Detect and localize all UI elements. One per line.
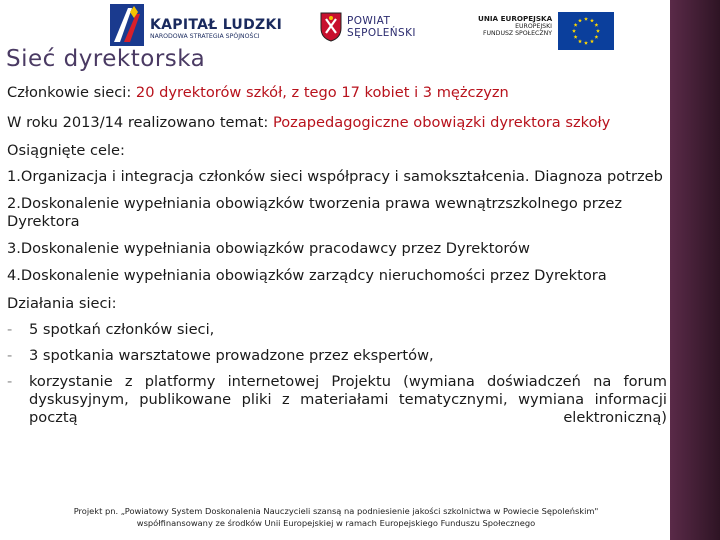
eu-line3: FUNDUSZ SPOŁECZNY (482, 30, 552, 37)
action-text: korzystanie z platformy internetowej Projektu (wymiana doświadczeń na forum dyskusyjnym, publikowane pliki z materiałami tematycznymi, wymiana informacji pocztą elektroniczną) (29, 373, 667, 426)
footer-line1: Projekt pn. „Powiatowy System Doskonalenia Nauczycieli szansą na podniesienie jakości szkolnictwa w Powiecie Sępoleńskim" (73, 506, 599, 516)
powiat-line2: SĘPOLEŃSKI (347, 27, 416, 39)
bullet-marker: - (7, 321, 13, 338)
action-item (7, 373, 667, 427)
members-line (7, 84, 667, 102)
slide-content (7, 84, 667, 427)
goal-item: 3.Doskonalenie wypełniania obowiązków pracodawcy przez Dyrektorów (7, 240, 530, 257)
action-text: 5 spotkań członków sieci, (29, 321, 215, 338)
footer (66, 505, 606, 529)
goal-item: 4.Doskonalenie wypełniania obowiązków zarządcy nieruchomości przez Dyrektora (7, 267, 607, 284)
goals-heading: Osiągnięte cele: (7, 142, 125, 159)
goal-item: 1.Organizacja i integracja członków sieci współpracy i samokształcenia. Diagnoza potrzeb (7, 168, 663, 185)
eu-line2: EUROPEJSKI (515, 23, 552, 30)
action-item (7, 347, 667, 365)
powiat-text (347, 15, 416, 39)
powiat-crest-icon (320, 12, 342, 42)
kapital-ludzki-name: KAPITAŁ LUDZKI (150, 17, 283, 33)
kapital-ludzki-text (150, 18, 282, 41)
eu-text (478, 14, 552, 37)
actions-heading: Działania sieci: (7, 295, 117, 312)
decorative-side-bar (670, 0, 720, 540)
slide-title: Sieć dyrektorska (6, 46, 206, 72)
footer-line2: współfinansowany ze środków Unii Europejskiej w ramach Europejskiego Funduszu Społecznego (136, 518, 536, 528)
bullet-marker: - (7, 347, 13, 364)
eu-title: UNIA EUROPEJSKA (478, 14, 553, 23)
kapital-ludzki-subtitle: NARODOWA STRATEGIA SPÓJNOŚCI (150, 33, 260, 40)
kapital-ludzki-logo-icon (110, 4, 144, 46)
powiat-line1: POWIAT (347, 15, 391, 27)
year-line (7, 114, 667, 132)
eu-flag-icon (558, 12, 614, 50)
year-topic: Pozapedagogiczne obowiązki dyrektora szkoły (272, 114, 611, 131)
goal-item: 2.Doskonalenie wypełniania obowiązków tworzenia prawa wewnątrzszkolnego przez Dyrektora (7, 195, 623, 230)
bullet-marker: - (7, 373, 13, 390)
year-label: W roku 2013/14 realizowano temat: (7, 114, 269, 131)
action-item (7, 321, 667, 339)
action-text: 3 spotkania warsztatowe prowadzone przez ekspertów, (29, 347, 434, 364)
members-value: 20 dyrektorów szkół, z tego 17 kobiet i 3 mężczyzn (135, 84, 509, 101)
members-label: Członkowie sieci: (7, 84, 132, 101)
